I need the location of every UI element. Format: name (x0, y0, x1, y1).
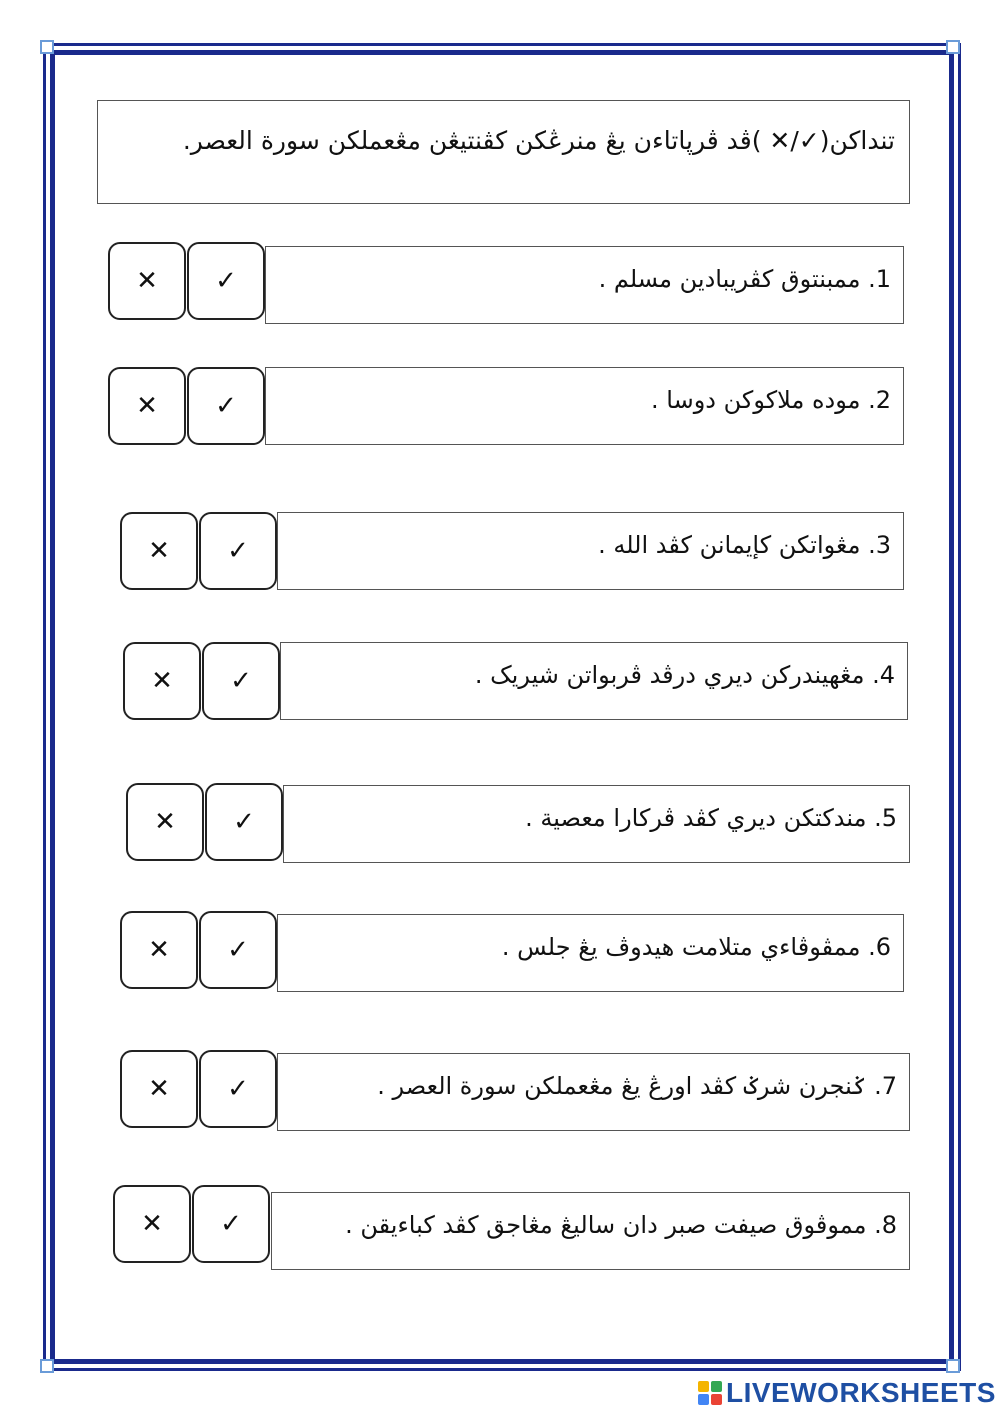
question-text: 1. ممبنتوق كڤريبادين مسلم . (598, 265, 891, 293)
check-icon: ✓ (227, 1074, 249, 1104)
corner-ornament-top-right (946, 40, 960, 54)
question-text: 3. مڠواتكن کإيمانن كڤد الله . (598, 531, 891, 559)
true-button-1[interactable] (187, 242, 265, 320)
true-button-2[interactable] (187, 367, 265, 445)
question-text: 7. ݢنجرن شرݢ كڤد اورڠ يڠ مڠعملكن سورة العصر . (377, 1072, 897, 1100)
true-button-4[interactable] (202, 642, 280, 720)
false-button-6[interactable] (120, 911, 198, 989)
logo-text: LIVEWORKSHEETS (726, 1377, 996, 1408)
check-icon: ✓ (227, 935, 249, 965)
instruction-box (97, 100, 910, 204)
cross-icon: ✕ (136, 266, 158, 296)
cross-icon: ✕ (154, 807, 176, 837)
corner-ornament-top-left (40, 40, 54, 54)
instruction-text: تنداكن(✓/✕ )ڤد ڤرڽاتاءن يڠ منرڠكن كڤنتيڠن مڠعملكن سورة العصر. (182, 126, 895, 155)
cross-icon: ✕ (148, 536, 170, 566)
false-button-4[interactable] (123, 642, 201, 720)
question-text: 2. موده ملاكوكن دوسا . (651, 386, 891, 414)
check-icon: ✓ (233, 807, 255, 837)
cross-icon: ✕ (136, 391, 158, 421)
liveworksheets-logo (698, 1378, 996, 1408)
corner-ornament-bottom-right (946, 1359, 960, 1373)
false-button-5[interactable] (126, 783, 204, 861)
question-text: 4. مڠهيندركن ديري درڤد ڤربواتن شيريک . (474, 661, 895, 689)
true-button-7[interactable] (199, 1050, 277, 1128)
false-button-1[interactable] (108, 242, 186, 320)
check-icon: ✓ (227, 536, 249, 566)
true-button-8[interactable] (192, 1185, 270, 1263)
logo-grid-icon (698, 1381, 722, 1405)
question-8 (271, 1192, 910, 1270)
question-text: 6. ممڤوڤاءي متلامت هيدوڤ يڠ جلس . (501, 933, 891, 961)
check-icon: ✓ (220, 1209, 242, 1239)
true-button-3[interactable] (199, 512, 277, 590)
question-text: 8. مموڤوق صيفت صبر دان ساليڠ مڠاجق كڤد كباءيقن . (345, 1211, 897, 1239)
question-1 (265, 246, 904, 324)
question-4 (280, 642, 908, 720)
cross-icon: ✕ (151, 666, 173, 696)
corner-ornament-bottom-left (40, 1359, 54, 1373)
question-3 (277, 512, 904, 590)
check-icon: ✓ (215, 266, 237, 296)
false-button-8[interactable] (113, 1185, 191, 1263)
false-button-7[interactable] (120, 1050, 198, 1128)
question-6 (277, 914, 904, 992)
cross-icon: ✕ (141, 1209, 163, 1239)
true-button-6[interactable] (199, 911, 277, 989)
check-icon: ✓ (215, 391, 237, 421)
cross-icon: ✕ (148, 1074, 170, 1104)
question-text: 5. مندكتكن ديري كڤد ڤركارا معصية . (525, 804, 897, 832)
false-button-2[interactable] (108, 367, 186, 445)
check-icon: ✓ (230, 666, 252, 696)
cross-icon: ✕ (148, 935, 170, 965)
question-2 (265, 367, 904, 445)
false-button-3[interactable] (120, 512, 198, 590)
question-7 (277, 1053, 910, 1131)
question-5 (283, 785, 910, 863)
true-button-5[interactable] (205, 783, 283, 861)
